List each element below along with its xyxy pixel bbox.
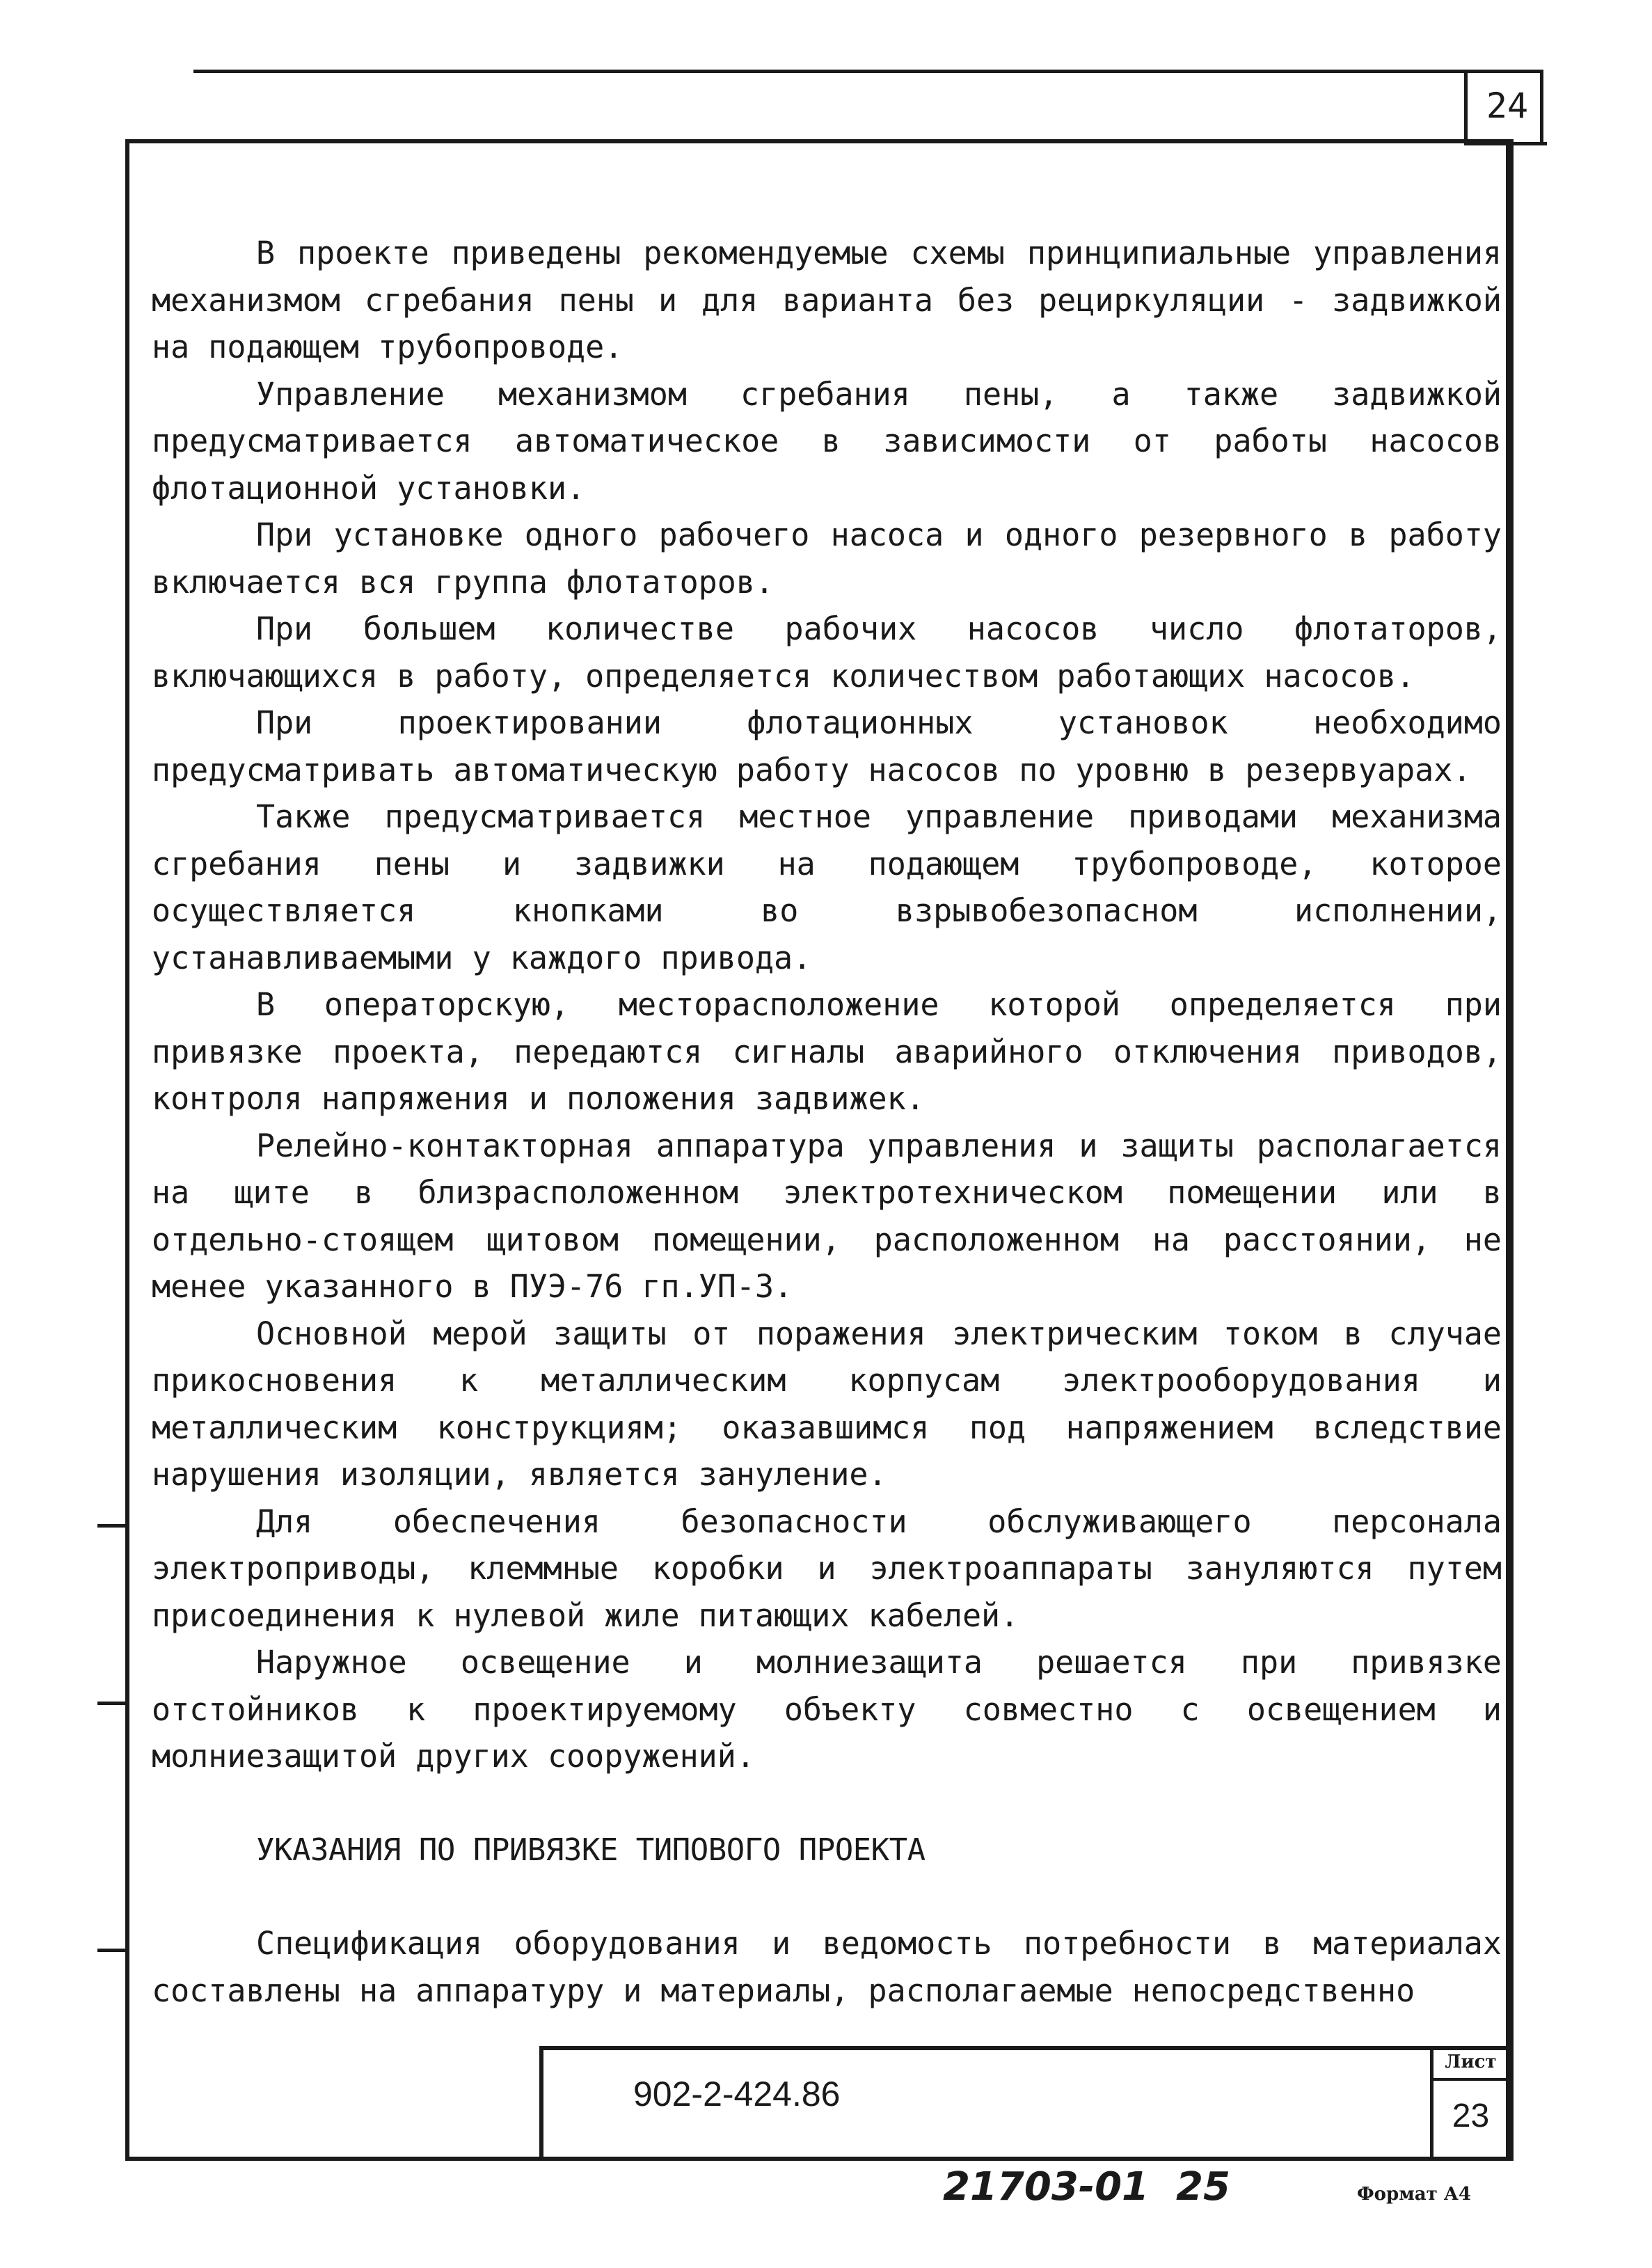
inventory-number: 21703-01 (943, 2164, 1149, 2210)
section-heading: УКАЗАНИЯ ПО ПРИВЯЗКЕ ТИПОВОГО ПРОЕКТА (256, 1832, 926, 1868)
paragraph: При большем количестве рабочих насосов число флотаторов, включающихся в работу, определяется количеством работающих насосов. (152, 610, 1502, 695)
paragraph: Также предусматривается местное управление приводами механизма сгребания пены и задвижки на подающем трубопроводе, которое осуществляется кнопками во взрывобезопасном исполнении, устанавливаемыми у каждого привода. (152, 798, 1502, 976)
copy-number: 25 (1176, 2164, 1230, 2210)
paragraph: Релейно-контакторная аппаратура управления и защиты располагается на щите в близрасположенном электротехническом помещении или в отдельно-стоящем щитовом помещении, расположенном на расстоянии, не менее указанного в ПУЭ-76 гп.УП-3. (152, 1127, 1502, 1305)
paragraph: В операторскую, месторасположение которой определяется при привязке проекта, передаются сигналы аварийного отключения приводов, контроля напряжения и положения задвижек. (152, 986, 1502, 1117)
margin-tick (97, 1949, 125, 1952)
sheet-label: Лист (1433, 2046, 1508, 2081)
paragraph: Управление механизмом сгребания пены, а также задвижкой предусматривается автоматическое в зависимости от работы насосов флотационной установки. (152, 375, 1502, 507)
paragraph: При проектировании флотационных установок необходимо предусматривать автоматическую работу насосов по уровню в резервуарах. (152, 704, 1502, 788)
paragraph: Для обеспечения безопасности обслуживающего персонала электроприводы, клеммные коробки и электроаппараты зануляются путем присоединения к нулевой жиле питающих кабелей. (152, 1502, 1502, 1634)
frame-right-double (1508, 139, 1514, 2161)
margin-tick (97, 1524, 125, 1528)
paragraph: В проекте приведены рекомендуемые схемы принципиальные управления механизмом сгребания пены и для варианта без рециркуляции - задвижкой на подающем трубопроводе. (152, 235, 1502, 365)
top-rule (193, 70, 1543, 73)
page-number: 24 (1464, 70, 1547, 145)
paragraph: При установке одного рабочего насоса и одного резервного в работу включается вся группа флотаторов. (152, 516, 1502, 601)
sheet-number: 23 (1452, 2097, 1490, 2134)
paragraph: Наружное освещение и молниезащита решается при привязке отстойников к проектируемому объекту совместно с освещением и молниезащитой других сооружений. (152, 1644, 1502, 1775)
paragraph: Спецификация оборудования и ведомость потребности в материалах составлены на аппаратуру и материалы, располагаемые непосредственно (152, 1925, 1502, 2009)
sheet-box (1430, 2046, 1508, 2161)
document-code: 902-2-424.86 (633, 2075, 841, 2114)
margin-tick (97, 1702, 125, 1705)
paragraph: Основной мерой защиты от поражения электрическим током в случае прикосновения к металлическим корпусам электрооборудования и металлическим конструкциям; оказавшимся под напряжением вследствие нарушения изоляции, является зануление. (152, 1315, 1502, 1493)
format-label: Формат А4 (1357, 2184, 1472, 2205)
document-body (152, 230, 1502, 2014)
